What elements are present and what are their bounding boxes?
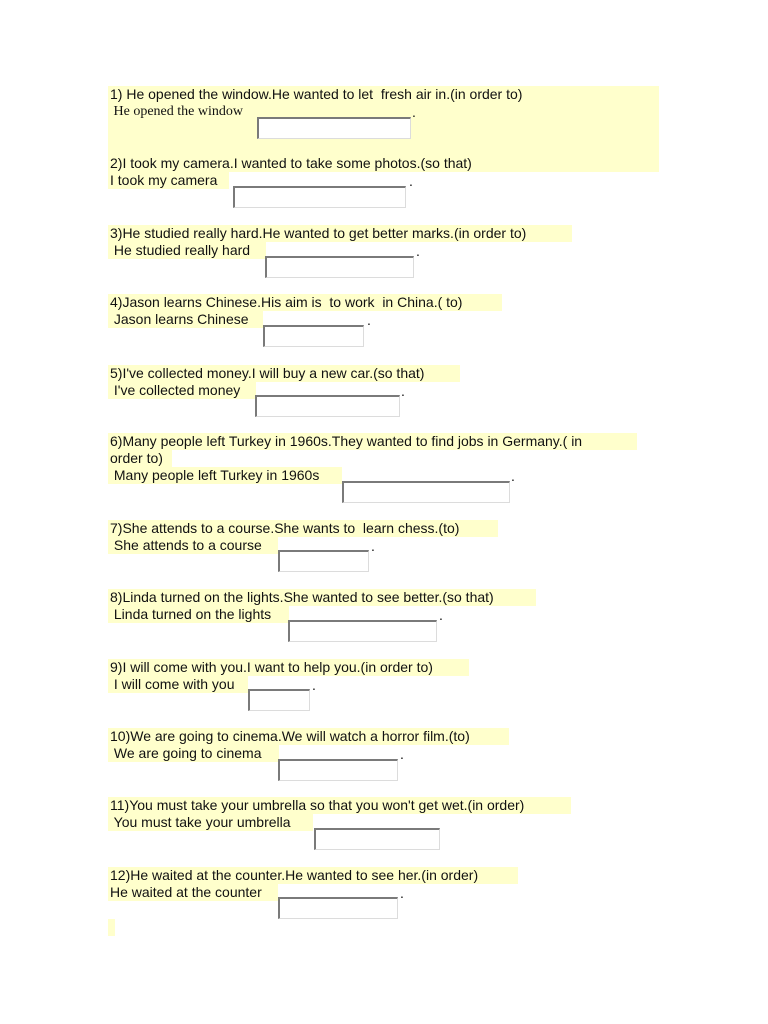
question-6: 6)Many people left Turkey in 1960s.They wanted to find jobs in Germany.( in <box>110 433 583 449</box>
answer-input-5[interactable] <box>255 395 400 417</box>
answer-input-8[interactable] <box>288 620 437 642</box>
question-1: 1) He opened the window.He wanted to let fresh air in.(in order to) <box>110 86 523 102</box>
period-8: . <box>439 607 443 623</box>
answer-input-3[interactable] <box>265 256 414 278</box>
answer-input-6[interactable] <box>342 481 510 503</box>
question-6-continued: order to) <box>110 450 163 466</box>
sentence-start-3: He studied really hard <box>110 242 251 258</box>
answer-input-10[interactable] <box>278 759 398 781</box>
sentence-start-9: I will come with you <box>110 676 235 692</box>
sentence-start-8: Linda turned on the lights <box>110 606 272 622</box>
sentence-start-6: Many people left Turkey in 1960s <box>110 467 320 483</box>
sentence-start-10: We are going to cinema <box>110 745 262 761</box>
sentence-start-11: You must take your umbrella <box>110 814 291 830</box>
answer-input-12[interactable] <box>278 897 398 919</box>
period-1: . <box>412 104 416 120</box>
question-4: 4)Jason learns Chinese.His aim is to work in China.( to) <box>110 294 463 310</box>
sentence-start-7: She attends to a course <box>110 537 262 553</box>
question-7: 7)She attends to a course.She wants to learn chess.(to) <box>110 520 460 536</box>
question-3: 3)He studied really hard.He wanted to get better marks.(in order to) <box>110 225 527 241</box>
period-3: . <box>416 243 420 259</box>
period-7: . <box>371 538 375 554</box>
period-9: . <box>312 677 316 693</box>
question-11: 11)You must take your umbrella so that you won't get wet.(in order) <box>110 797 525 813</box>
sentence-start-5: I've collected money <box>110 382 241 398</box>
sentence-start-2: I took my camera <box>110 172 218 188</box>
question-2: 2)I took my camera.I wanted to take some photos.(so that) <box>110 155 472 171</box>
answer-input-2[interactable] <box>233 186 406 208</box>
answer-input-7[interactable] <box>278 550 369 572</box>
answer-input-1[interactable] <box>257 117 411 139</box>
sentence-start-1: He opened the window <box>110 104 243 119</box>
highlight-empty-line <box>108 919 115 936</box>
sentence-start-4: Jason learns Chinese <box>110 311 249 327</box>
answer-input-11[interactable] <box>314 828 440 850</box>
period-12: . <box>400 885 404 901</box>
period-2: . <box>409 173 413 189</box>
question-10: 10)We are going to cinema.We will watch a horror film.(to) <box>110 728 470 744</box>
period-5: . <box>401 383 405 399</box>
question-8: 8)Linda turned on the lights.She wanted to see better.(so that) <box>110 589 494 605</box>
question-9: 9)I will come with you.I want to help you.(in order to) <box>110 659 433 675</box>
sentence-start-12: He waited at the counter <box>110 884 262 900</box>
answer-input-4[interactable] <box>263 325 364 347</box>
answer-input-9[interactable] <box>248 689 310 711</box>
question-5: 5)I've collected money.I will buy a new car.(so that) <box>110 365 425 381</box>
question-12: 12)He waited at the counter.He wanted to see her.(in order) <box>110 867 479 883</box>
period-10: . <box>400 746 404 762</box>
period-6: . <box>511 468 515 484</box>
period-4: . <box>367 312 371 328</box>
